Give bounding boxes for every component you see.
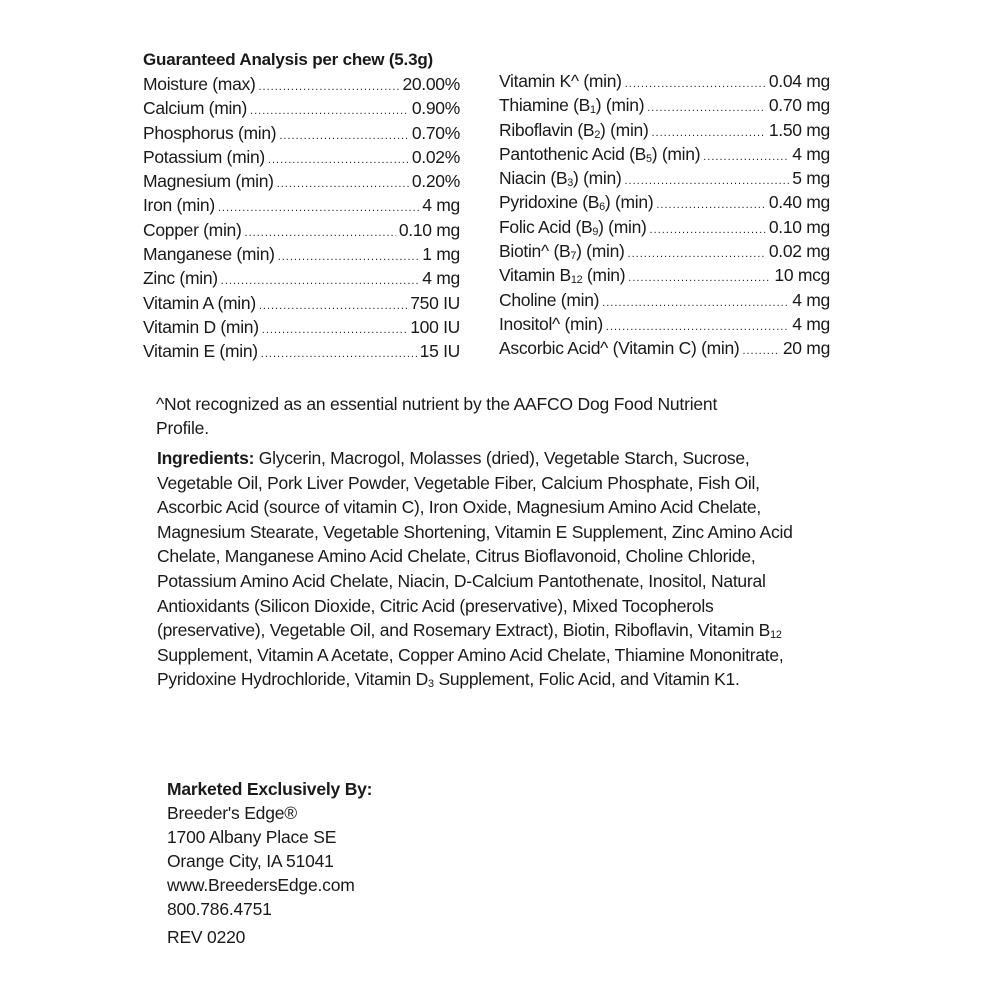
dot-leader <box>650 224 766 236</box>
analysis-row <box>499 71 830 95</box>
company-name: Breeder's Edge® <box>167 803 297 823</box>
analysis-title: Guaranteed Analysis per chew (5.3g) <box>143 50 433 69</box>
analysis-right-column <box>499 71 830 363</box>
nutrient-name: Pyridoxine $(B_6)$ (min) <box>499 192 654 214</box>
analysis-row <box>143 195 460 219</box>
nutrient-value: 0.90% <box>411 98 460 119</box>
nutrient-name: Calcium (min) <box>143 98 248 119</box>
nutrient-name: Vitamin K^ (min) <box>499 71 622 91</box>
ingredients-text: Supplement, Folic Acid, and Vitamin K1. <box>433 669 740 690</box>
nutrient-name: Potassium (min) <box>143 146 265 167</box>
ingredients-label: Ingredients: <box>157 448 255 468</box>
analysis-row <box>499 144 830 168</box>
nutrient-value: 4 mg <box>422 195 460 216</box>
nutrient-name: Iron (min) <box>143 195 215 216</box>
dot-leader <box>656 199 766 211</box>
nutrient-value: 1 mg <box>422 244 460 265</box>
dot-leader <box>628 272 771 284</box>
nutrient-name: Niacin $(B_3)$ (min) <box>499 168 622 190</box>
dot-leader <box>703 151 789 163</box>
nutrient-name: Zinc (min) <box>143 268 218 289</box>
nutrient-name: Manganese (min) <box>143 244 275 265</box>
dot-leader <box>262 324 407 336</box>
analysis-row <box>143 317 460 341</box>
analysis-row <box>499 192 830 216</box>
dot-leader <box>245 227 396 239</box>
dot-leader <box>624 175 789 187</box>
nutrient-name: Biotin^ $(B_7)$ (min) <box>499 241 625 263</box>
nutrient-value: 20.00% <box>402 74 460 94</box>
analysis-row <box>499 120 830 144</box>
nutrient-value: 5 mg <box>792 168 830 189</box>
nutrient-value: 4 mg <box>792 143 830 164</box>
nutrient-value: 15 IU <box>419 341 460 362</box>
analysis-row <box>499 168 830 192</box>
nutrient-name: Choline (min) <box>499 289 600 310</box>
nutrient-value: 0.02 mg <box>768 241 830 262</box>
nutrient-value: 0.02% <box>411 146 460 167</box>
nutrient-value: 0.70 mg <box>768 95 830 116</box>
analysis-row <box>499 95 830 119</box>
analysis-row <box>143 98 460 122</box>
dot-leader <box>261 348 417 360</box>
analysis-row <box>499 290 830 314</box>
nutrient-name: Vitamin A (min) <box>143 292 256 313</box>
revision-code: REV 0220 <box>167 927 246 947</box>
dot-leader <box>221 275 420 287</box>
nutrient-value: 0.40 mg <box>768 192 830 213</box>
dot-leader <box>279 130 409 142</box>
dot-leader <box>652 127 766 139</box>
dot-leader <box>277 178 409 190</box>
nutrient-value: 0.04 mg <box>768 71 830 91</box>
analysis-row <box>143 268 460 292</box>
nutrient-name: Inositol^ (min) <box>499 313 603 334</box>
nutrient-value: 750 IU <box>410 292 460 313</box>
nutrient-name: Vitamin E (min) <box>143 341 258 362</box>
nutrient-value: 10 mcg <box>774 265 830 286</box>
analysis-row <box>143 244 460 268</box>
dot-leader <box>628 248 766 260</box>
dot-leader <box>278 251 420 263</box>
nutrient-name: Folic Acid $(B_9)$ (min) <box>499 216 647 238</box>
nutrient-value: 1.50 mg <box>768 119 830 140</box>
nutrient-value: 0.20% <box>411 171 460 192</box>
nutrient-value: 0.10 mg <box>768 216 830 237</box>
analysis-row <box>143 220 460 244</box>
analysis-row <box>143 171 460 195</box>
nutrient-value: 4 mg <box>422 268 460 289</box>
nutrient-value: 4 mg <box>792 313 830 334</box>
analysis-row <box>499 241 830 265</box>
nutrient-value: 0.10 mg <box>398 219 460 240</box>
phone-number: 800.786.4751 <box>167 899 272 919</box>
analysis-row <box>499 265 830 289</box>
dot-leader <box>647 102 766 114</box>
marketer-block <box>167 777 372 949</box>
dot-leader <box>259 300 407 312</box>
analysis-row <box>143 341 460 365</box>
analysis-row <box>499 314 830 338</box>
ingredients-subscript: 12 <box>770 629 782 642</box>
website-text: www.BreedersEdge.com <box>167 875 355 895</box>
analysis-row <box>499 217 830 241</box>
nutrient-name: Ascorbic Acid^ (Vitamin C) (min) <box>499 338 740 359</box>
nutrient-value: 0.70% <box>411 122 460 143</box>
ingredients-paragraph <box>157 446 817 692</box>
dot-leader <box>606 321 789 333</box>
nutrient-name: Moisture (max) <box>143 74 256 94</box>
marketer-heading: Marketed Exclusively By: <box>167 779 373 799</box>
dot-leader <box>250 105 409 117</box>
nutrient-name: Vitamin $B_{12}$ (min) <box>499 265 626 287</box>
analysis-row <box>143 74 460 98</box>
ingredients-text: Glycerin, Macrogol, Molasses (dried), Vegetable Starch, Sucrose, Vegetable Oil, Pork Liver Powder, Vegetable Fiber, Calcium Phosphate, Fish Oil, Ascorbic Acid (source of vitamin C), Iron Oxide, Magnesium Amino Acid Chelate, Magnesium Stearate, Vegetable Shortening, Vitamin E Supplement, Zinc Amino Acid Chelate, Manganese Amino Acid Chelate, Citrus Bioflavonoid, Choline Chloride, Potassium Amino Acid Chelate, Niacin, D-Calcium Pantothenate, Inositol, Natural Antioxidants (Silicon Dioxide, Citric Acid (preservative), Mixed Tocopherols (preservative), Vegetable Oil, and Rosemary Extract), Biotin, Riboflavin, Vitamin B <box>157 448 793 641</box>
nutrient-name: Copper (min) <box>143 219 242 240</box>
address-line-2: Orange City, IA 51041 <box>167 851 334 871</box>
ingredients-text: Supplement, Vitamin A Acetate, Copper Amino Acid Chelate, Thiamine Mononitrate, Pyridoxine Hydrochloride, Vitamin D <box>157 644 784 690</box>
analysis-row <box>143 123 460 147</box>
nutrient-value: 20 mg <box>782 338 830 359</box>
dot-leader <box>742 345 779 357</box>
analysis-left-column <box>143 74 460 366</box>
nutrient-name: Thiamine $(B_1)$ (min) <box>499 95 645 117</box>
dot-leader <box>258 81 399 93</box>
aafco-footnote: ^Not recognized as an essential nutrient by the AAFCO Dog Food Nutrient Profile. <box>156 394 718 438</box>
address-line-1: 1700 Albany Place SE <box>167 827 337 847</box>
nutrient-name: Phosphorus (min) <box>143 122 277 143</box>
analysis-row <box>143 147 460 171</box>
dot-leader <box>602 297 789 309</box>
nutrient-value: 100 IU <box>410 316 460 337</box>
nutrient-name: Vitamin D (min) <box>143 316 259 337</box>
dot-leader <box>268 154 409 166</box>
dot-leader <box>625 78 766 90</box>
nutrient-name: Riboflavin $(B_2)$ (min) <box>499 119 649 141</box>
ingredients-subscript: 3 <box>428 678 434 691</box>
nutrient-value: 4 mg <box>792 289 830 310</box>
nutrient-name: Pantothenic Acid $(B_5)$ (min) <box>499 143 701 165</box>
dot-leader <box>218 202 419 214</box>
analysis-row <box>499 338 830 362</box>
nutrient-name: Magnesium (min) <box>143 171 274 192</box>
analysis-row <box>143 293 460 317</box>
